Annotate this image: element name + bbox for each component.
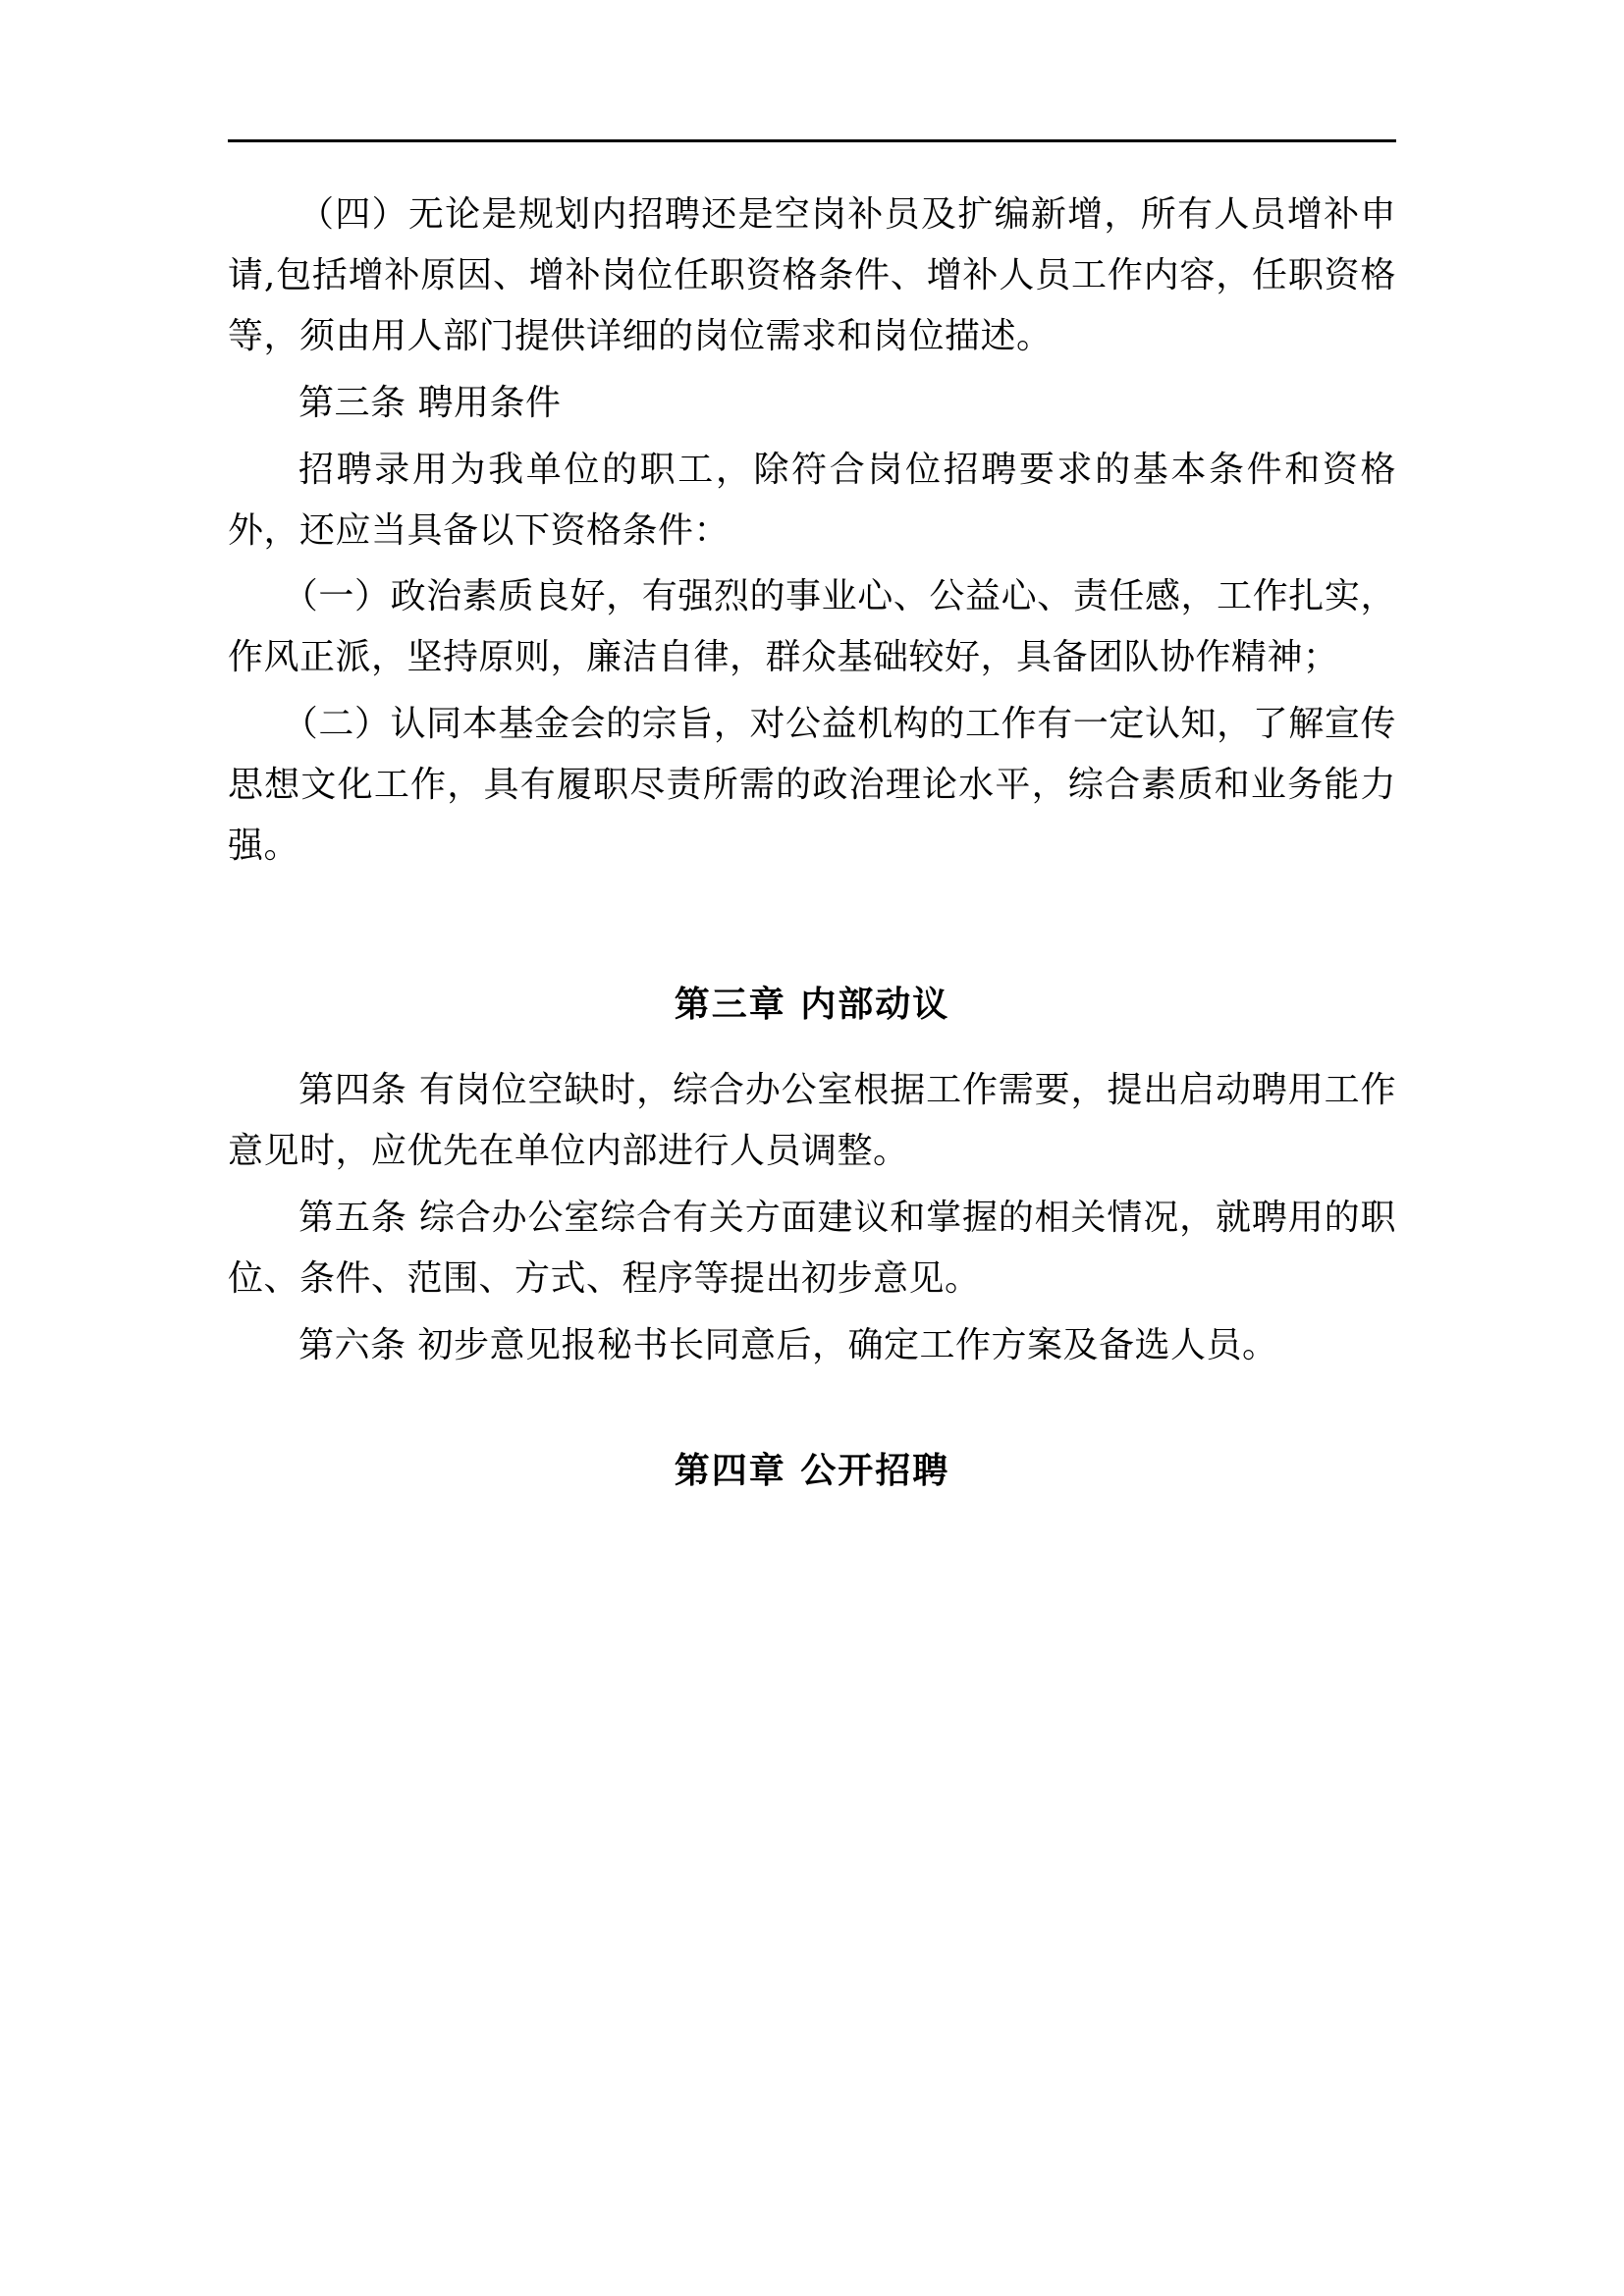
condition-item-one: （一）政治素质良好，有强烈的事业心、公益心、责任感，工作扎实，作风正派，坚持原则，廉洁自律，群众基础较好，具备团队协作精神； bbox=[228, 576, 1396, 678]
article-three-intro: 招聘录用为我单位的职工，除符合岗位招聘要求的基本条件和资格外，还应当具备以下资格条件： bbox=[228, 449, 1396, 551]
document-body bbox=[228, 185, 1396, 1493]
article-four: 第四条 有岗位空缺时，综合办公室根据工作需要，提出启动聘用工作意见时，应优先在单位内部进行人员调整。 bbox=[228, 1069, 1396, 1171]
section-spacer-one bbox=[228, 882, 1396, 977]
clause-four-item: （四）无论是规划内招聘还是空岗补员及扩编新增，所有人员增补申请,包括增补原因、增补岗位任职资格条件、增补人员工作内容，任职资格等，须由用人部门提供详细的岗位需求和岗位描述。 bbox=[228, 194, 1396, 356]
section-spacer-two bbox=[228, 1382, 1396, 1443]
condition-item-two: （二）认同本基金会的宗旨，对公益机构的工作有一定认知，了解宣传思想文化工作，具有履职尽责所需的政治理论水平，综合素质和业务能力强。 bbox=[228, 704, 1396, 867]
header-divider bbox=[228, 139, 1396, 142]
article-six: 第六条 初步意见报秘书长同意后，确定工作方案及备选人员。 bbox=[298, 1324, 1278, 1365]
article-five: 第五条 综合办公室综合有关方面建议和掌握的相关情况，就聘用的职位、条件、范围、方式、程序等提出初步意见。 bbox=[228, 1197, 1396, 1299]
article-three-title: 第三条 聘用条件 bbox=[298, 382, 562, 423]
chapter-three-heading: 第三章 内部动议 bbox=[674, 983, 950, 1025]
chapter-four-heading: 第四章 公开招聘 bbox=[674, 1449, 950, 1491]
chapter-three-spacer bbox=[228, 1027, 1396, 1060]
